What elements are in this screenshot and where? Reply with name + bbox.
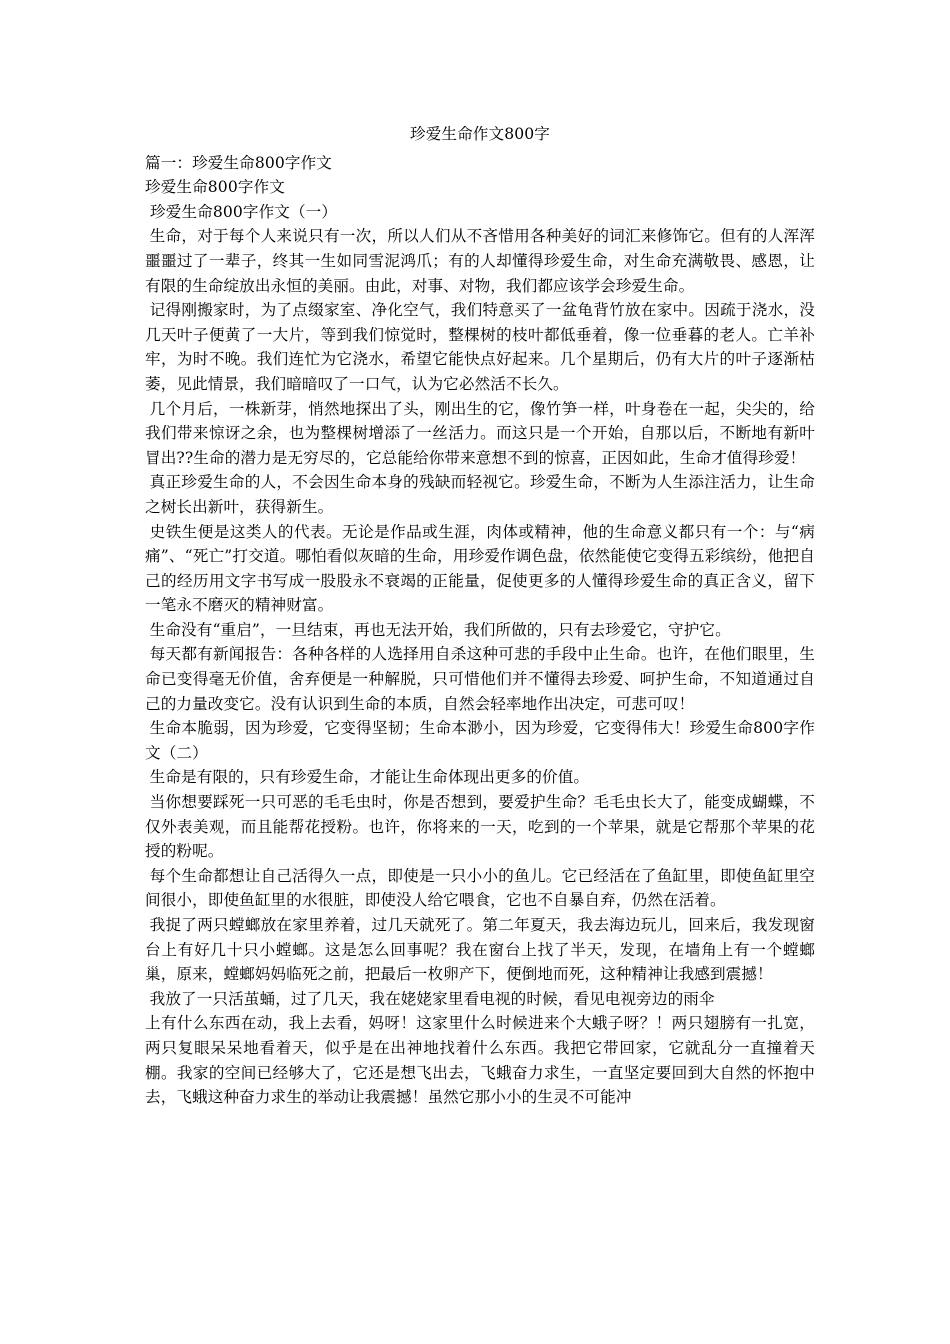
paragraph: 生命，对于每个人来说只有一次，所以人们从不吝惜用各种美好的词汇来修饰它。但有的人浑浑噩噩过了一辈子，终其一生如同雪泥鸿爪；有的人却懂得珍爱生命，对生命充满敬畏、感恩，让有限的生命绽放出永恒的美丽。由此，对事、对物，我们都应该学会珍爱生命。 [145,227,815,295]
paragraph: 真正珍爱生命的人，不会因生命本身的残缺而轻视它。珍爱生命，不断为人生添注活力，让生命之树长出新叶，获得新生。 [145,473,815,516]
paragraph: 每个生命都想让自己活得久一点，即使是一只小小的鱼儿。它已经活在了鱼缸里，即使鱼缸里空间很小，即使鱼缸里的水很脏，即使没人给它喂食，它也不自暴自弃，仍然在活着。 [145,866,815,910]
paragraph: 生命没有“重启”，一旦结束，再也无法开始，我们所做的，只有去珍爱它，守护它。 [149,620,731,639]
document-page [145,122,815,1110]
paragraph: 我捉了两只螳螂放在家里养着，过几天就死了。第二年夏天，我去海边玩儿，回来后，我发现窗台上有好几十只小螳螂。这是怎么回事呢？我在窗台上找了半天，发现，在墙角上有一个螳螂巢，原来，螳螂妈妈临死之前，把最后一枚卵产下，便倒地而死，这种精神让我感到震撼！ [145,916,815,984]
paragraph: 生命是有限的，只有珍爱生命，才能让生命体现出更多的价值。 [149,768,590,787]
essay-heading-one: 珍爱生命800字作文（一） [145,202,338,221]
paragraph: 上有什么东西在动，我上去看，妈呀！这家里什么时候进来个大蛾子呀？！两只翅膀有一扎宽，两只复眼呆呆地看着天，似乎是在出神地找着什么东西。我把它带回家，它就乱分一直撞着天棚。我家的空间已经够大了，它还是想飞出去，飞蛾奋力求生，一直坚定要回到大自然的怀抱中去，飞蛾这种奋力求生的举动让我震撼！虽然它那小小的生灵不可能冲 [145,1014,815,1107]
paragraph: 每天都有新闻报告：各种各样的人选择用自杀这种可悲的手段中止生命。也许，在他们眼里，生命已变得毫无价值，舍弃便是一种解脱，只可惜他们并不懂得去珍爱、呵护生命，不知道通过自己的力量改变它。没有认识到生命的本质，自然会轻率地作出决定，可悲可叹！ [145,645,815,713]
paragraph: 史铁生便是这类人的代表。无论是作品或生涯，肉体或精神，他的生命意义都只有一个：与“病痛”、“死亡”打交道。哪怕看似灰暗的生命，用珍爱作调色盘，依然能使它变得五彩缤纷，他把自己的经历用文字书写成一股股永不衰竭的正能量，促使更多的人懂得珍爱生命的真正含义，留下一笔永不磨灭的精神财富。 [145,522,815,615]
paragraph: 我放了一只活茧蛹，过了几天，我在姥姥家里看电视的时候，看见电视旁边的雨伞 [149,989,715,1008]
paragraph: 记得刚搬家时，为了点缀家室、净化空气，我们特意买了一盆龟背竹放在家中。因疏于浇水，没几天叶子便黄了一大片，等到我们惊觉时，整棵树的枝叶都低垂着，像一位垂暮的老人。亡羊补牢，为时不晚。我们连忙为它浇水，希望它能快点好起来。几个星期后，仍有大片的叶子逐渐枯萎，见此情景，我们暗暗叹了一口气，认为它必然活不长久。 [145,301,815,393]
paragraph: 当你想要踩死一只可恶的毛毛虫时，你是否想到，要爱护生命？毛毛虫长大了，能变成蝴蝶，不仅外表美观，而且能帮花授粉。也许，你将来的一天，吃到的一个苹果，就是它帮那个苹果的花授的粉呢。 [145,793,815,861]
section-subheading: 珍爱生命800字作文 [145,178,285,197]
paragraph: 几个月后，一株新芽，悄然地探出了头，刚出生的它，像竹笋一样，叶身卷在一起，尖尖的，给我们带来惊讶之余，也为整棵树增添了一丝活力。而这只是一个开始，自那以后，不断地有新叶冒出??生命的潜力是无穷尽的，它总能给你带来意想不到的惊喜，正因如此，生命才值得珍爱！ [145,399,815,467]
paragraph: 生命本脆弱，因为珍爱，它变得坚韧；生命本渺小，因为珍爱，它变得伟大！珍爱生命800字作文（二） [145,719,815,762]
document-title: 珍爱生命作文800字 [410,125,550,143]
section-heading: 篇一：珍爱生命800字作文 [145,153,333,172]
